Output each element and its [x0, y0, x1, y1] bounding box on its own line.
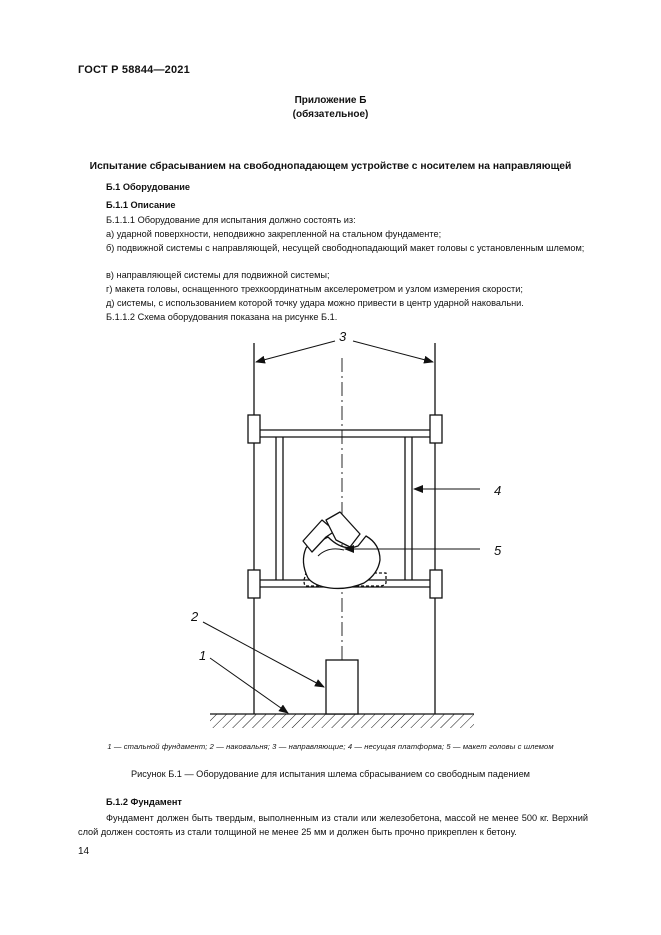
figure-title: Рисунок Б.1 — Оборудование для испытания шлема сбрасыванием со свободным падением [131, 769, 530, 779]
label-1: 1 [199, 648, 207, 663]
foundation [210, 714, 474, 728]
paragraph-b111: Б.1.1.1 Оборудование для испытания должно состоять из: [106, 215, 356, 225]
dimension-line-left [256, 341, 335, 362]
document-header: ГОСТ Р 58844—2021 [78, 64, 190, 76]
paragraph-b12: Фундамент должен быть твердым, выполненным из стали или железобетона, массой не менее 500 кг. Верхний слой должен состоять из стали толщиной не менее 25 мм и должен быть прочно прикреплен к бетону. [78, 813, 588, 837]
head-form-with-helmet [303, 512, 386, 588]
anvil [326, 660, 358, 714]
dimension-line-right [353, 341, 433, 362]
list-item-d: д) системы, с использованием которой точку удара можно привести в центр ударной наковальни. [106, 298, 524, 308]
list-item-a: а) ударной поверхности, неподвижно закрепленной на стальном фундаменте; [106, 229, 442, 239]
appendix-status: (обязательное) [292, 109, 369, 120]
heading-b11: Б.1.1 Описание [106, 200, 176, 210]
label-3: 3 [339, 329, 347, 344]
heading-b1: Б.1 Оборудование [106, 182, 191, 192]
heading-b12: Б.1.2 Фундамент [106, 797, 182, 807]
label-2: 2 [191, 609, 199, 624]
leader-2 [203, 622, 324, 687]
paragraph-b112: Б.1.1.2 Схема оборудования показана на рисунке Б.1. [106, 312, 338, 322]
page-number: 14 [78, 846, 90, 857]
list-item-b: б) подвижной системы с направляющей, несущей свободнопадающий макет головы с установленным шлемом; [106, 243, 585, 253]
list-item-g: г) макета головы, оснащенного трехкоординатным акселерометром и узлом измерения скорости; [106, 284, 523, 294]
leader-1 [210, 658, 288, 713]
section-title: Испытание сбрасыванием на свободнопадающем устройстве с носителем на направляющей [89, 161, 572, 172]
label-5: 5 [494, 543, 502, 558]
list-item-v: в) направляющей системы для подвижной системы; [106, 270, 330, 280]
label-4: 4 [494, 483, 502, 498]
figure-legend: 1 — стальной фундамент; 2 — наковальня; 3 — направляющие; 4 — несущая платформа; 5 — макет головы с шлемом [107, 742, 554, 751]
appendix-title: Приложение Б [294, 95, 367, 106]
